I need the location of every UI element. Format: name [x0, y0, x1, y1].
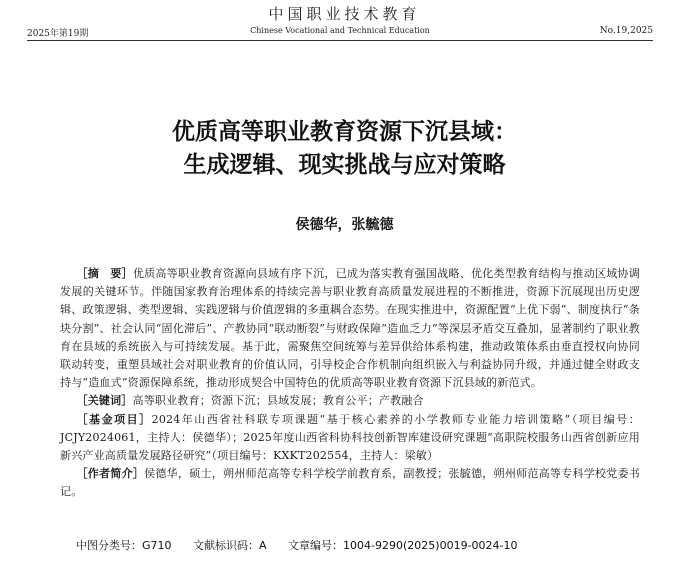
keywords-paragraph	[60, 392, 640, 410]
document-code: 文献标识码：A	[193, 539, 267, 552]
keywords-label: ［关键词］	[76, 394, 133, 408]
issue-label-cn: 2025年第19期	[27, 29, 89, 39]
journal-name: 中国职业技术教育	[268, 5, 421, 23]
title-line-2: 生成逻辑、现实挑战与应对策略	[183, 152, 506, 178]
header-divider	[27, 40, 653, 41]
article-authors: 侯德华，张毓德	[295, 217, 394, 233]
author-bio-text: 侯德华，硕士，朔州师范高等专科学校学前教育系，副教授；张毓德，朔州师范高等专科学校党委书记。	[60, 467, 641, 499]
keywords-text: 高等职业教育；资源下沉；县域发展；教育公平；产教融合	[132, 394, 424, 408]
author-bio-paragraph	[60, 465, 640, 501]
title-line-1: 优质高等职业教育资源下沉县域：	[172, 119, 517, 145]
front-matter	[60, 265, 640, 502]
fund-paragraph	[60, 411, 640, 466]
fund-text: 2024年山西省社科联专项课题“基于核心素养的小学教师专业能力培训策略”（项目编号：JCJY2024061，主持人：侯德华）；2025年度山西省科协科技创新智库建设研究课题“高职院校服务山西省创新应用新兴产业高质量发展路径研究”（项目编号：KXKT202554，主持人：梁敏）	[60, 412, 641, 463]
article-title	[0, 116, 689, 182]
running-header	[27, 24, 653, 40]
article-number: 文章编号：1004-9290(2025)0019-0024-10	[288, 539, 518, 552]
classification-line	[76, 537, 536, 553]
abstract-paragraph	[60, 265, 640, 392]
clc-number: 中图分类号：G710	[76, 539, 172, 552]
author-bio-label: ［作者简介］	[76, 467, 145, 481]
fund-label: ［基金项目］	[76, 412, 152, 426]
abstract-label: ［摘 要］	[76, 267, 133, 280]
journal-name-en: Chinese Vocational and Technical Education	[250, 26, 430, 35]
abstract-text: 优质高等职业教育资源向县域有序下沉，已成为落实教育强国战略、优化类型教育结构与推动区域协调发展的关键环节。伴随国家教育治理体系的持续完善与职业教育高质量发展进程的不断推进，资源下沉展现出历史逻辑、政策逻辑、类型逻辑、实践逻辑与价值逻辑的多重耦合态势。在现实推进中，资源配置“上优下弱”、制度执行“条块分割”、社会认同“固化滞后”、产教协同“联动断裂”与财政保障“造血乏力”等深层矛盾交互叠加，显著制约了职业教育在县域的系统嵌入与可持续发展。基于此，需聚焦空间统筹与差异供给体系构建，推动政策体系由垂直授权向协同联动转变，重塑县域社会对职业教育的价值认同，引导校企合作机制向组织嵌入与利益协同升级，并通过健全财政支持与“造血式”资源保障系统，推动形成契合中国特色的优质高等职业教育资源下沉县域的新范式。	[60, 267, 640, 390]
issue-number: No.19,2025	[599, 26, 653, 36]
